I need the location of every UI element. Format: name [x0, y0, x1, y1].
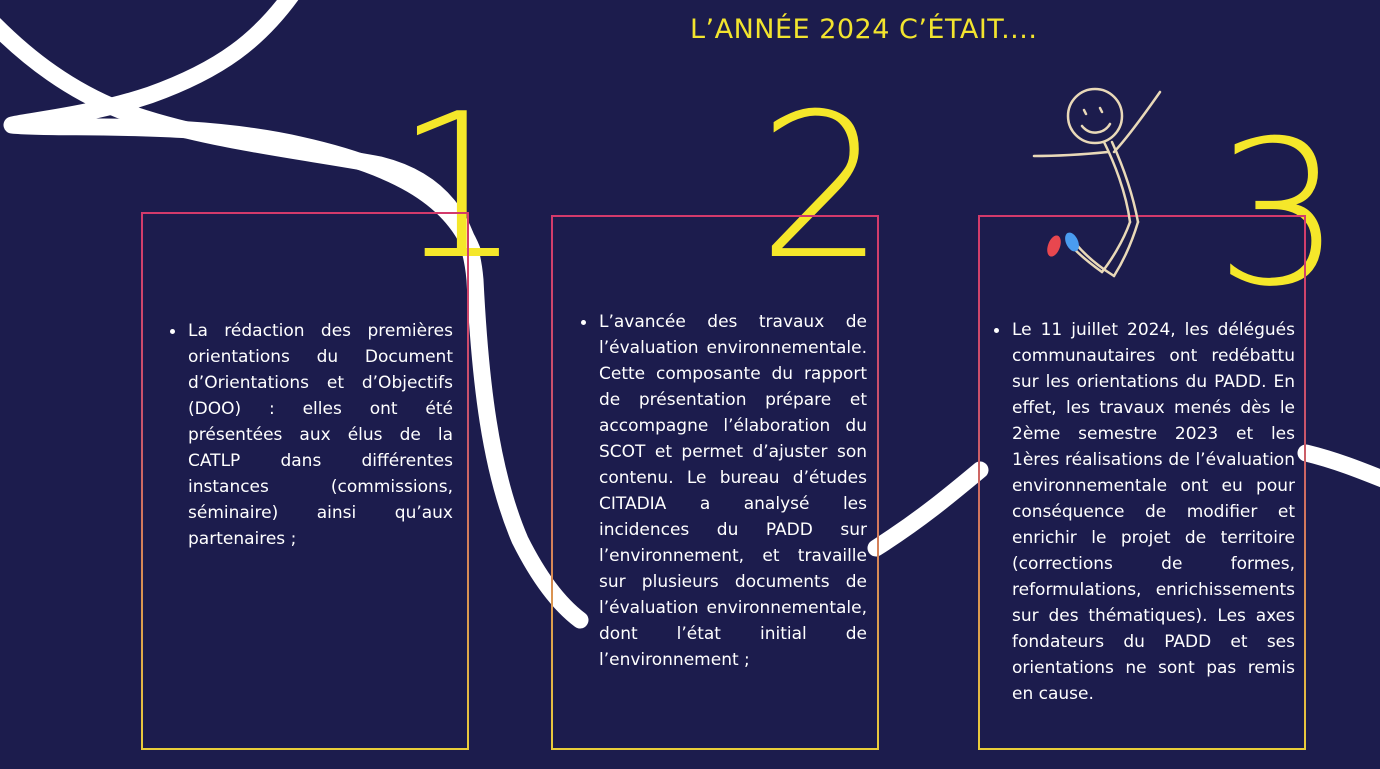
step-card-1 [141, 212, 469, 750]
jumping-stick-figure-icon [1028, 82, 1168, 282]
step-card-2 [551, 215, 879, 750]
page-title: L’ANNÉE 2024 C’ÉTAIT.... [690, 14, 1038, 45]
step-text-2: L’avancée des travaux de l’évaluation environnementale. Cette composante du rapport de présentation prépare et accompagne l’élaboration du SCOT et permet d’ajuster son contenu. Le bureau d’études CITADIA a analysé les incidences du PADD sur l’environnement, et travaille sur plusieurs documents de l’évaluation environnementale, dont l’état initial de l’environnement ; [599, 309, 867, 673]
step-number-1: 1 [395, 71, 523, 304]
step-card-3 [978, 215, 1306, 750]
step-text-3: Le 11 juillet 2024, les délégués communautaires ont redébattu sur les orientations du PADD. En effet, les travaux menés dès le 2ème semestre 2023 et les 1ères réalisations de l’évaluation environnementale ont eu pour conséquence de modifier et enrichir le projet de territoire (corrections de formes, reformulations, enrichissements sur des thématiques). Les axes fondateurs du PADD et ses orientations ne sont pas remis en cause. [1012, 317, 1295, 707]
step-text-1: La rédaction des premières orientations du Document d’Orientations et d’Objectifs (DOO) : elles ont été présentées aux élus de la CATLP dans différentes instances (commissions, séminaire) ainsi qu’aux partenaires ; [188, 318, 453, 552]
step-number-2: 2 [758, 71, 886, 304]
step-number-3: 3 [1215, 98, 1343, 331]
